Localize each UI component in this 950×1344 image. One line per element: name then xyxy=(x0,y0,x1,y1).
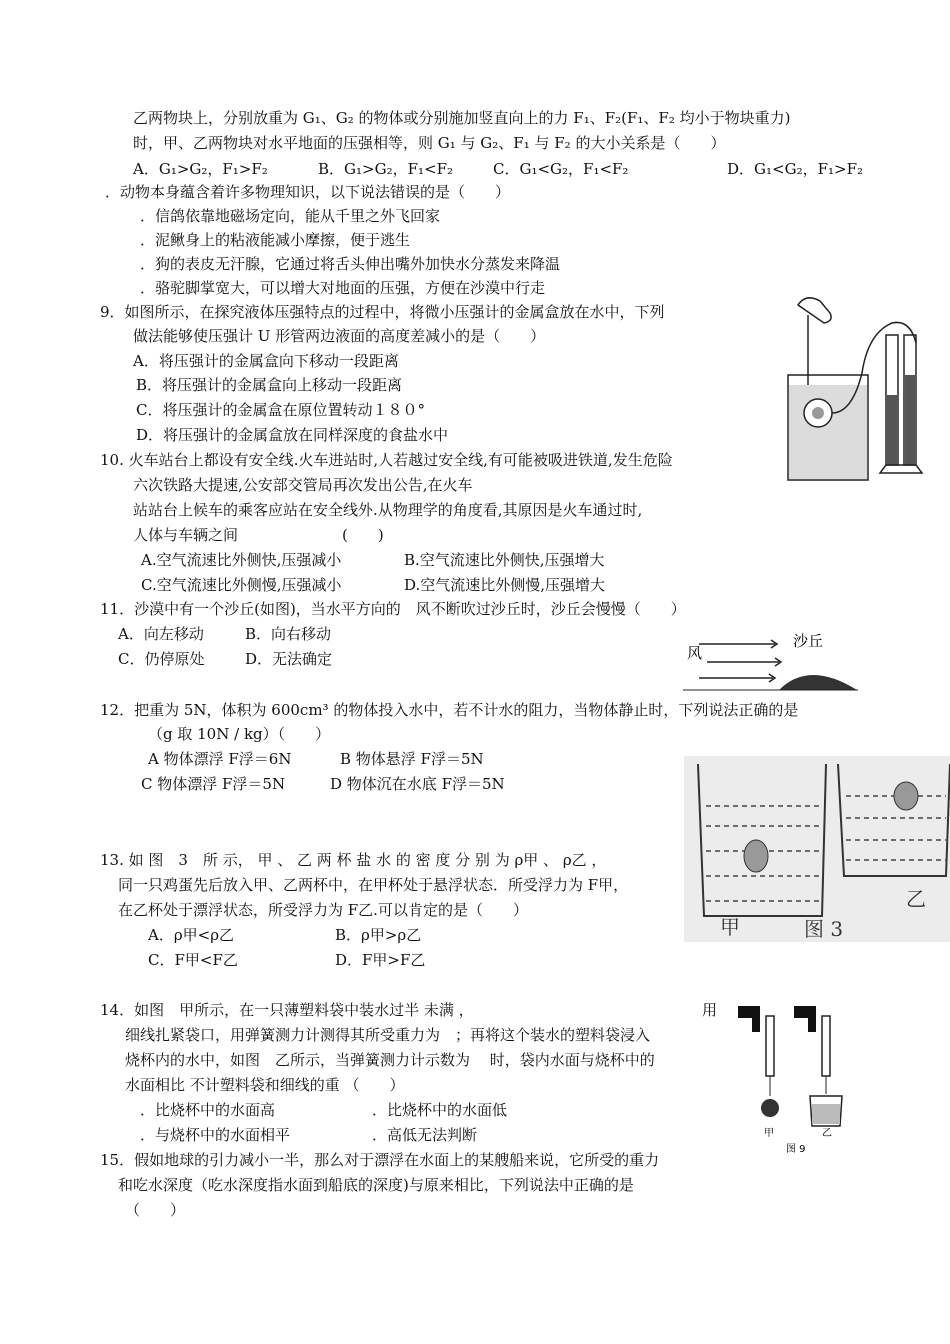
text-line: B．将压强计的金属盒向上移动一段距离 xyxy=(136,376,403,394)
text-line: C.空气流速比外侧慢,压强减小 xyxy=(141,576,342,594)
text-line: D 物体沉在水底 F浮＝5N xyxy=(330,775,505,793)
text-line: B．G₁>G₂，F₁<F₂ xyxy=(318,160,453,178)
text-line: 和吃水深度（吃水深度指水面到船底的深度)与原来相比，下列说法中正确的是 xyxy=(118,1176,634,1194)
wind-label: 风 xyxy=(687,644,703,662)
text-line: ．信鸽依靠地磁场定向，能从千里之外飞回家 xyxy=(140,207,441,225)
text-line: 水面相比 不计塑料袋和细线的重 （ ） xyxy=(125,1076,405,1094)
text-line: D.空气流速比外侧慢,压强增大 xyxy=(404,576,606,594)
text-line: （ ） xyxy=(125,1201,186,1219)
text-line: 同一只鸡蛋先后放入甲、乙两杯中，在甲杯处于悬浮状态．所受浮力为 F甲， xyxy=(118,876,629,894)
text-line: C．G₁<G₂，F₁<F₂ xyxy=(493,160,629,178)
sand-dune-figure xyxy=(683,628,858,694)
text-line: A.空气流速比外侧快,压强减小 xyxy=(141,551,342,569)
text-line: 烧杯内的水中，如图 乙所示，当弹簧测力计示数为 时，袋内水面与烧杯中的 xyxy=(125,1051,655,1069)
text-line: D．F甲>F乙 xyxy=(335,951,426,969)
cup-yi-label: 乙 xyxy=(906,887,926,911)
text-line: A．将压强计的金属盒向下移动一段距离 xyxy=(133,352,399,370)
text-line: B．向右移动 xyxy=(245,625,332,643)
pressure-gauge-figure xyxy=(768,285,938,485)
text-line: 时，甲、乙两物块对水平地面的压强相等，则 G₁ 与 G₂、F₁ 与 F₂ 的大小关系是（ ） xyxy=(133,134,726,152)
text-line: 9．如图所示，在探究液体压强特点的过程中，将微小压强计的金属盒放在水中，下列 xyxy=(100,303,665,321)
text-line: B.空气流速比外侧快,压强增大 xyxy=(404,551,605,569)
text-line: D．无法确定 xyxy=(245,650,333,668)
text-line: C 物体漂浮 F浮＝5N xyxy=(141,775,286,793)
text-line: 在乙杯处于漂浮状态，所受浮力为 F乙.可以肯定的是（ ） xyxy=(118,901,528,919)
text-line: A．G₁>G₂，F₁>F₂ xyxy=(133,160,268,178)
text-line: D．将压强计的金属盒放在同样深度的食盐水中 xyxy=(136,426,449,444)
text-line: D．G₁<G₂，F₁>F₂ xyxy=(727,160,863,178)
text-line: ．狗的表皮无汗腺，它通过将舌头伸出嘴外加快水分蒸发来降温 xyxy=(140,255,561,273)
text-line: ．高低无法判断 xyxy=(372,1126,478,1144)
text-line: 用 xyxy=(702,1001,718,1019)
text-line: 10. 火车站台上都设有安全线.火车进站时,人若越过安全线,有可能被吸进铁道,发生危险 xyxy=(100,451,673,469)
text-line: 做法能够使压强计 U 形管两边液面的高度差减小的是（ ） xyxy=(133,327,546,345)
text-line: 13. 如 图 3 所 示， 甲 、 乙 两 杯 盐 水 的 密 度 分 别 为 ρ甲 、 ρ乙 ， xyxy=(100,851,607,869)
fig3-label: 图 3 xyxy=(804,917,844,941)
text-line: 11．沙漠中有一个沙丘(如图)，当水平方向的 风不断吹过沙丘时，沙丘会慢慢（ ） xyxy=(100,600,686,618)
text-line: ．骆驼脚掌宽大，可以增大对地面的压强，方便在沙漠中行走 xyxy=(140,279,546,297)
spring-scale-figure xyxy=(730,996,855,1156)
text-line: A．向左移动 xyxy=(118,625,204,643)
text-line: （g 取 10N / kg）（ ） xyxy=(148,725,331,743)
text-line: A 物体漂浮 F浮＝6N xyxy=(148,750,292,768)
text-line: 12．把重为 5N，体积为 600cm³ 的物体投入水中，若不计水的阻力，当物体静止时，下列说法正确的是 xyxy=(100,701,799,719)
text-line: B 物体悬浮 F浮＝5N xyxy=(340,750,484,768)
fig9-label: 图 9 xyxy=(786,1144,806,1155)
text-line: ．与烧杯中的水面相平 xyxy=(140,1126,291,1144)
text-line: ( ) xyxy=(342,526,384,544)
text-line: ．泥鳅身上的粘液能减小摩擦，便于逃生 xyxy=(140,231,411,249)
fig9-yi-label: 乙 xyxy=(822,1128,832,1139)
text-line: B．ρ甲>ρ乙 xyxy=(335,926,422,944)
text-line: 细线扎紧袋口，用弹簧测力计测得其所受重力为 ；再将这个装水的塑料袋浸入 xyxy=(125,1026,651,1044)
text-line: 站站台上候车的乘客应站在安全线外.从物理学的角度看,其原因是火车通过时, xyxy=(133,501,643,519)
text-line: 人体与车辆之间 xyxy=(133,526,239,544)
text-line: C．将压强计的金属盒在原位置转动１８０° xyxy=(136,401,425,419)
text-line: C．仍停原处 xyxy=(118,650,205,668)
text-line: ．比烧杯中的水面高 xyxy=(140,1101,276,1119)
text-line: ．比烧杯中的水面低 xyxy=(372,1101,508,1119)
text-line: 14．如图 甲所示，在一只薄塑料袋中装水过半 未满 ， xyxy=(100,1001,474,1019)
cup-jia-label: 甲 xyxy=(720,915,740,939)
text-line: 六次铁路大提速,公安部交管局再次发出公告,在火车 xyxy=(133,476,473,494)
text-line: C．F甲<F乙 xyxy=(148,951,238,969)
text-line: ．动物本身蕴含着许多物理知识，以下说法错误的是（ ） xyxy=(105,183,511,201)
fig9-jia-label: 甲 xyxy=(764,1128,774,1139)
dune-label: 沙丘 xyxy=(793,632,824,650)
text-line: 15．假如地球的引力减小一半，那么对于漂浮在水面上的某艘船来说，它所受的重力 xyxy=(100,1151,660,1169)
text-line: 乙两物块上，分别放重为 G₁、G₂ 的物体或分别施加竖直向上的力 F₁、F₂(F₁、F₂ 均小于物块重力) xyxy=(133,109,791,127)
egg-cups-figure xyxy=(684,756,950,942)
text-line: A．ρ甲<ρ乙 xyxy=(148,926,235,944)
